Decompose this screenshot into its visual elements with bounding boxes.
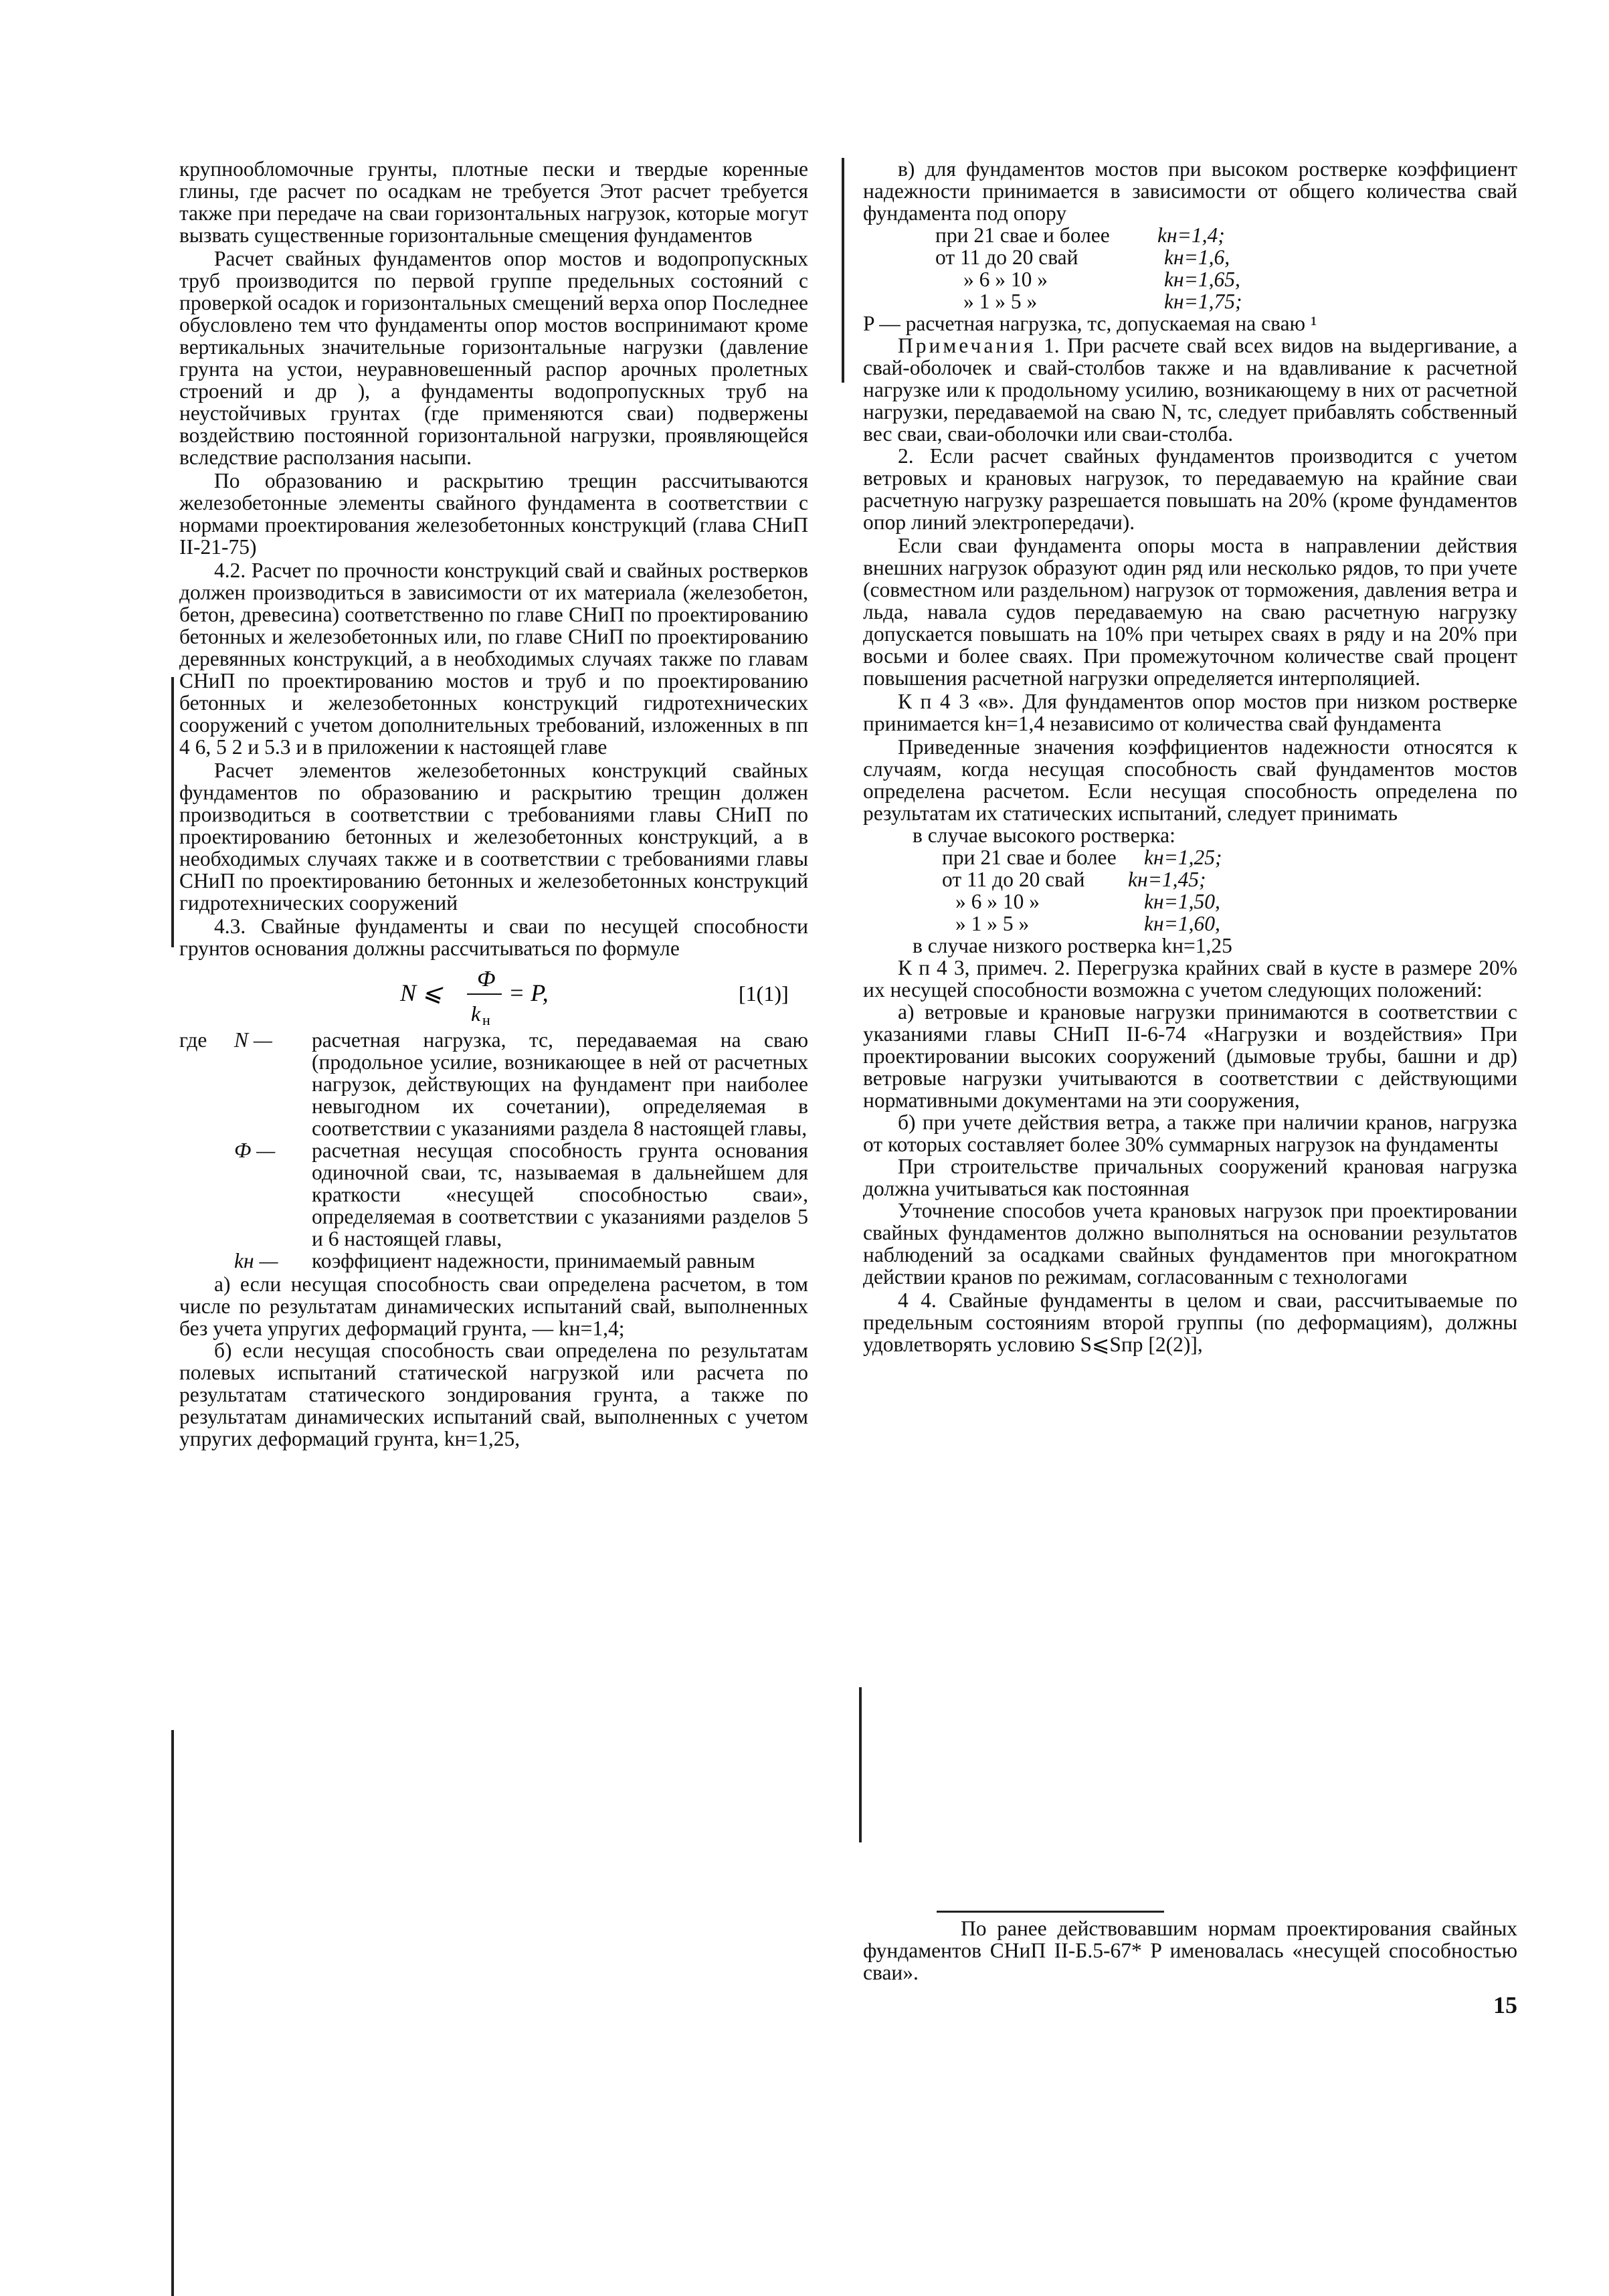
definition-N <box>179 1029 808 1139</box>
formula-lhs: N ⩽ <box>400 979 443 1006</box>
commentary-4-3-note-2: К п 4 3, примеч. 2. Перегрузка крайних свай в кусте в размере 20% их несущей способности возможна с учетом следующих положений: <box>863 956 1517 1001</box>
right-column <box>863 158 1517 1355</box>
formula-den-subscript: н <box>482 1012 490 1028</box>
formula-graphic <box>179 959 808 1029</box>
item-crane-loads: б) при учете действия ветра, а также при наличии кранов, нагрузка от которых составляет более 30% суммарных нагрузок на фундаменты <box>863 1111 1517 1156</box>
paragraph-crane-refinement: Уточнение способов учета крановых нагрузок при проектировании свайных фундаментов должно выполняться на основании результатов наблюдений за осадками свайных фундаментов при многократном действии кранов по режимам, согласованным с технологами <box>863 1199 1517 1288</box>
coefficient-table-1 <box>863 224 1517 312</box>
footnote: По ранее действовавшим нормам проектирования свайных фундаментов СНиП II-Б.5-67* P именовалась «несущей способностью сваи». <box>863 1917 1517 1984</box>
table-row: » 6 » 10 » kн=1,65, <box>963 268 1240 291</box>
paragraph-bridges: Расчет свайных фундаментов опор мостов и водопропускных труб производится по первой группе предельных состояний с проверкой осадок и горизонтальных смещений верха опор Последнее обусловлено тем что фундаменты опор мостов воспринимают кроме вертикальных значительные горизонтальные нагрузки (давление грунта на устои, неуравновешенный распор арочных пролетных строений и др ), а фундаменты водопропускных труб на неустойчивых грунтах (где применяются сваи) подвержены воздействию постоянной горизонтальной нагрузки, проявляющейся вследствие расползания насыпи. <box>179 247 808 469</box>
formula-numerator: Ф <box>477 967 496 991</box>
paragraph-continuation: крупнообломочные грунты, плотные пески и твердые коренные глины, где расчет по осадкам не требуется Этот расчет требуется также при передаче на сваи горизонтальных нагрузок, которые могут вызвать существенные горизонтальные смещения фундаментов <box>179 157 808 247</box>
formula-rhs: = P, <box>508 979 549 1006</box>
table-row: » 1 » 5 » kн=1,75; <box>963 290 1242 313</box>
margin-bar-left-bottom <box>171 1730 174 2296</box>
left-column <box>179 158 808 1450</box>
section-4-2: 4.2. Расчет по прочности конструкций свай и свайных ростверков должен производиться в зависимости от их материала (железобетон, бетон, древесина) соответственно по главе СНиП по проектированию бетонных и железобетонных или, по главе СНиП по проектированию деревянных конструкций, а в необходимых случаях также по главам СНиП по проектированию мостов и труб и по проектированию бетонных и железобетонных конструкций гидротехнических сооружений с учетом дополнительных требований, изложенных в пп 4 6, 5 2 и 5.3 и в приложении к настоящей главе <box>179 559 808 759</box>
paragraph-cracks: По образованию и раскрытию трещин рассчитываются железобетонные элементы свайного фундамента в соответствии с нормами проектирования железобетонных конструкций (глава СНиП II-21-75) <box>179 469 808 559</box>
commentary-4-3-v: К п 4 3 «в». Для фундаментов опор мостов при низком ростверке принимается kн=1,4 независимо от количества свай фундамента <box>863 690 1517 735</box>
table-row: от 11 до 20 свай kн=1,45; <box>942 868 1206 891</box>
definition-symbol-F: Ф — <box>234 1139 276 1162</box>
item-a: а) если несущая способность сваи определена расчетом, в том числе по результатам динамических испытаний свай, выполненных без учета упругих деформаций грунта, — kн=1,4; <box>179 1272 808 1340</box>
section-4-3: 4.3. Свайные фундаменты и сваи по несущей способности грунтов основания должны рассчитываться по формуле <box>179 915 808 960</box>
paragraph-pile-rows: Если сваи фундамента опоры моста в направлении действия внешних нагрузок образуют один ряд или несколько рядов, то при учете (совместном или раздельном) нагрузок от торможения, давления ветра и льда, навала судов передаваемую на сваю расчетную нагрузку допускается повышать на 10% при четырех сваях в ряду и на 20% при восьми и более сваях. При промежуточном количестве свай процент повышения расчетной нагрузки определяется интерполяцией. <box>863 534 1517 690</box>
item-v: в) для фундаментов мостов при высоком ростверке коэффициент надежности принимается в зависимости от общего количества свай фундамента под опору <box>863 157 1517 225</box>
high-grillage-label: в случае высокого ростверка: <box>913 824 1175 847</box>
margin-bar-right-4-4 <box>859 1687 862 1842</box>
paragraph-reliability-values: Приведенные значения коэффициентов надежности относятся к случаям, когда несущая способность свай фундаментов мостов определена расчетом. Если несущая способность определена по результатам их статических испытаний, следует принимать <box>863 735 1517 825</box>
where-label: где <box>179 1028 207 1052</box>
definitions <box>179 1029 808 1272</box>
table-row: » 6 » 10 » kн=1,50, <box>955 890 1220 913</box>
paragraph-berth-structures: При строительстве причальных сооружений крановая нагрузка должна учитываться как постоянная <box>863 1155 1517 1200</box>
item-wind-loads: а) ветровые и крановые нагрузки принимаются в соответствии с указаниями главы СНиП II-6-74 «Нагрузки и воздействия» При проектировании высоких сооружений (дымовые трубы, башни и др) ветровые нагрузки учитываются в соответствии с действующими нормативными документами на эти сооружения, <box>863 1000 1517 1112</box>
definition-kn <box>179 1250 808 1272</box>
section-4-4: 4 4. Свайные фундаменты в целом и сваи, рассчитываемые по предельным состояниям второй группы (по деформациям), должны удовлетворять условию S⩽Sпр [2(2)], <box>863 1288 1517 1356</box>
note-1 <box>863 334 1517 445</box>
notes-label: Примечания <box>898 334 1036 357</box>
definition-text-N: расчетная нагрузка, тс, передаваемая на сваю (продольное усилие, возникающее в ней от расчетных нагрузок, действующих на фундамент при наиболее невыгодном их сочетании), определяемая в соответствии с указаниями раздела 8 настоящей главы, <box>312 1028 808 1140</box>
low-grillage-label: в случае низкого ростверка kн=1,25 <box>913 934 1232 957</box>
definition-symbol-kn: kн — <box>234 1249 278 1272</box>
note-2: 2. Если расчет свайных фундаментов производится с учетом ветровых и крановых нагрузок, то передаваемую на крайние сваи расчетную нагрузку разрешается повышать на 20% (кроме фундаментов опор линий электропередачи). <box>863 444 1517 534</box>
table-row: при 21 сваe и более kн=1,25; <box>942 846 1222 869</box>
table-row: при 21 сваe и более kн=1,4; <box>935 223 1225 247</box>
margin-bar-left-4-2 <box>171 677 174 947</box>
definition-F <box>179 1139 808 1250</box>
formula-denominator: k <box>471 1001 481 1026</box>
footnote-rule <box>937 1911 1164 1913</box>
table-row: » 1 » 5 » kн=1,60, <box>955 912 1220 935</box>
paragraph-rc-elements: Расчет элементов железобетонных конструкций свайных фундаментов по образованию и раскрытию трещин должен производиться в соответствии с требованиями главы СНиП по проектированию бетонных и железобетонных конструкций, а в необходимых случаях также и в соответствии с требованиями главы СНиП по проектированию бетонных и железобетонных конструкций гидротехнических сооружений <box>179 759 808 915</box>
definition-P: P — расчетная нагрузка, тс, допускаемая на сваю ¹ <box>863 312 1317 335</box>
note-1-text: 1. При расчете свай всех видов на выдергивание, а свай-оболочек и свай-столбов также и на вдавливание к расчетной нагрузке или к продольному усилию, возникающему в них от расчетной нагрузки, передаваемой на сваю N, тс, следует прибавлять собственный вес сваи, сваи-оболочки или сваи-столба. <box>863 334 1517 446</box>
formula-1 <box>179 959 808 1029</box>
definition-symbol-N: N — <box>234 1028 272 1052</box>
page-number: 15 <box>1493 1992 1517 2018</box>
margin-bar-center <box>842 158 844 383</box>
table-row: от 11 до 20 свай kн=1,6, <box>935 246 1230 269</box>
definition-text-F: расчетная несущая способность грунта основания одиночной сваи, тс, называемая в дальнейшем для краткости «несущей способностью сваи», определяемая в соответствии с указаниями разделов 5 и 6 настоящей главы, <box>312 1139 808 1250</box>
item-b: б) если несущая способность сваи определена по результатам полевых испытаний статической нагрузкой или расчета по результатам статического зондирования грунта, а также по результатам динамических испытаний свай, выполненных с учетом упругих деформаций грунта, kн=1,25, <box>179 1339 808 1450</box>
formula-number: [1(1)] <box>739 981 789 1006</box>
definition-text-kn: коэффициент надежности, принимаемый равным <box>312 1249 755 1272</box>
coefficient-table-2 <box>863 846 1517 935</box>
